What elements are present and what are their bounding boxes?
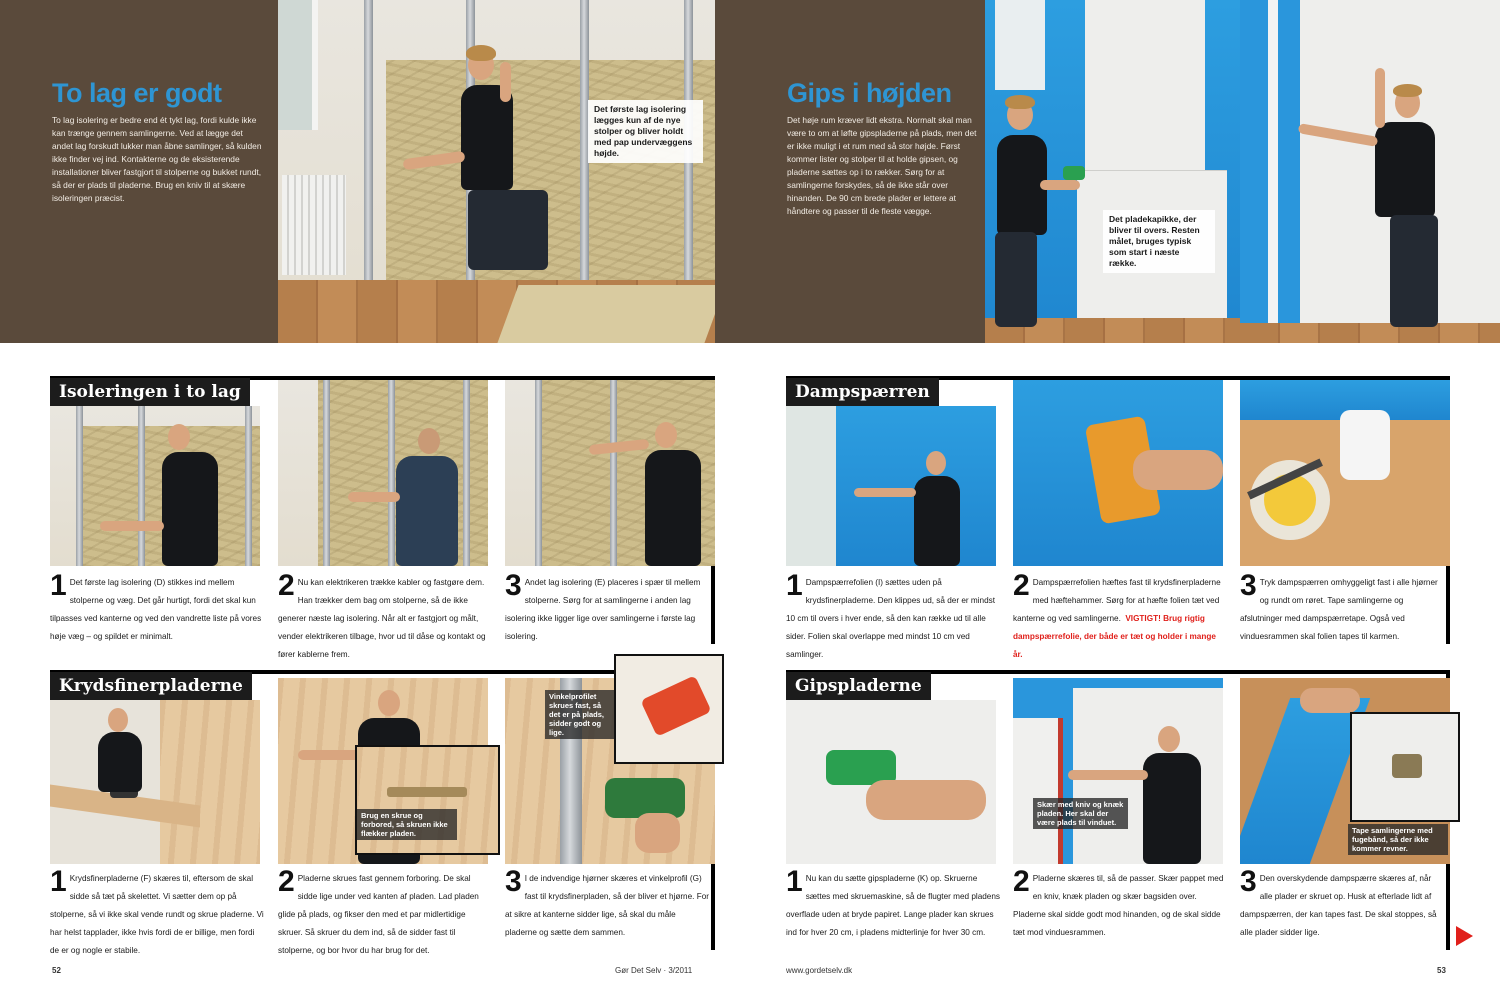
gips-inset-3-label: Tape samlingerne med fugebånd, så der ikke kommer revner. [1348, 824, 1448, 855]
window-frame [1013, 718, 1063, 864]
isolering-step-1 [50, 569, 264, 644]
step-text: Den overskydende dampspærre skæres af, når alle plader er skruet op. Husk at efterlade lidt af dampspærren, der kan tapes fast. De skal stoppes, så alle plader sidder lige. [1240, 874, 1437, 937]
drill-bit-icon [387, 787, 467, 797]
gips-step-1 [786, 865, 1001, 940]
worker-head [418, 428, 440, 454]
gips-inset-2-label: Skær med kniv og knæk pladen. Her skal der være plads til vinduet. [1033, 798, 1128, 829]
worker-arm [854, 488, 916, 497]
step-number: 1 [50, 569, 67, 602]
top-left-body: To lag isolering er bedre end ét tykt lag, fordi kulde ikke kan trænge gennem samlingerne. Ved at lægge det andet lag forskudt lukker man åbne samlinger, så kulden ikke finder vej ind. Kontakterne og de eksisterende installationer bliver fastgjort til stolperne og bukket rundt, så der er plads til pladerne. Brug en kniv til at skære isoleringen præcist. [52, 115, 262, 203]
damp-photo-1 [786, 406, 996, 566]
board-edge [1268, 0, 1278, 330]
krydsfiner-step-2 [278, 865, 492, 958]
damp-photo-3 [1240, 380, 1450, 566]
damp-step-2 [1013, 569, 1227, 662]
damp-step-1 [786, 569, 1000, 662]
pipe-icon [1340, 410, 1390, 480]
worker-hair [1393, 84, 1422, 97]
spatula-icon [1392, 754, 1422, 778]
worker-head [168, 424, 190, 450]
worker-shirt [98, 732, 142, 792]
radiator [282, 175, 346, 275]
isolering-photo-2 [278, 380, 488, 566]
step-number: 3 [505, 865, 522, 898]
gips-photo-2 [1013, 678, 1223, 864]
step-number: 3 [1240, 569, 1257, 602]
right-page-number: 53 [1437, 966, 1446, 975]
worker-shirt [1143, 753, 1201, 864]
worker-hair [466, 45, 496, 61]
worker-head [378, 690, 400, 716]
worker-arm [1068, 770, 1148, 780]
worker-arm [1040, 180, 1080, 190]
worker-shirt [914, 476, 960, 566]
left-page-number: 52 [52, 966, 61, 975]
worker-arm [1375, 68, 1385, 128]
step-text: I de indvendige hjørner skæres et vinkelprofil (G) fast til krydsfinerpladen, så der bliver et hjørne. For at sikre at kanterne sidder lige, så skal du måle pladerne og sætte dem sammen. [505, 874, 709, 937]
worker-shirt [162, 452, 218, 566]
isolering-photo-1 [50, 406, 260, 566]
top-right-panel [715, 0, 985, 343]
profile-tool-icon [640, 675, 711, 737]
window [278, 0, 318, 130]
worker-head [1158, 726, 1180, 752]
worker-pants [995, 232, 1037, 327]
worker-shirt [396, 456, 458, 566]
gips-inset-3 [1350, 712, 1460, 822]
insulation-roll [497, 285, 715, 343]
worker-arm [500, 62, 511, 102]
top-left-panel [0, 0, 278, 343]
worker-hair [1005, 95, 1035, 109]
wood-floor [1240, 323, 1500, 343]
krydsfiner-inset-3 [614, 654, 724, 764]
steel-stud [364, 0, 373, 290]
damp-step-3 [1240, 569, 1440, 644]
worker-hand [1133, 450, 1223, 490]
worker-head [108, 708, 128, 732]
steel-stud [535, 380, 542, 566]
krydsfiner-inset-2-label: Brug en skrue og forbored, så skruen ikke flækker pladen. [357, 809, 457, 840]
section-isolering-title: Isoleringen i to lag [50, 378, 250, 406]
krydsfiner-step-3 [505, 865, 709, 940]
section-gips-title: Gipspladerne [786, 672, 931, 700]
isolering-step-3 [505, 569, 705, 644]
gips-photo-1 [786, 700, 996, 864]
photo-gips-raise [1240, 0, 1500, 343]
worker-shirt [645, 450, 701, 566]
top-left-title: To lag er godt [52, 78, 222, 108]
photo-gips-drill [985, 0, 1240, 343]
right-url[interactable]: www.gordetselv.dk [786, 966, 853, 975]
worker-hand [866, 780, 986, 820]
steel-stud [388, 380, 395, 566]
drill-icon [1063, 166, 1085, 180]
krydsfiner-inset-3-label: Vinkelprofilet skrues fast, så det er på plads, sidder godt og lige. [545, 690, 617, 739]
steel-stud [610, 380, 617, 566]
top-right-photo-caption: Det pladekapikke, der bliver til overs. Resten målet, bruges typisk som start i næste række. [1103, 210, 1215, 273]
isolering-photo-3 [505, 380, 715, 566]
step-text: Andet lag isolering (E) placeres i spær til mellem stolperne. Sørg for at samlingerne i anden lag isolering ikke ligger lige over samlingerne i første lag isolering. [505, 578, 701, 641]
photo-insulation-worker [278, 0, 715, 343]
window-frame [995, 0, 1045, 90]
step-text: Nu kan du sætte gipspladerne (K) op. Skruerne sættes med skruemaskine, så de flugter med pladens overflade uden at bryde papiret. Lange plader kan skrues ind for hver 20 cm, i pladens midterlinje for hver 30 cm. [786, 874, 1001, 937]
gips-step-2 [1013, 865, 1227, 940]
worker-shirt [1375, 122, 1435, 217]
steel-stud [323, 380, 330, 566]
insulation-wall [386, 60, 715, 295]
gips-board [1085, 0, 1205, 170]
steel-stud [138, 406, 145, 566]
step-number: 2 [1013, 569, 1030, 602]
step-number: 1 [786, 865, 803, 898]
top-left-photo-caption: Det første lag isolering lægges kun af de nye stolper og bliver holdt med pap undervæggens højde. [588, 100, 703, 163]
step-number: 2 [278, 865, 295, 898]
step-number: 2 [278, 569, 295, 602]
step-number: 3 [1240, 865, 1257, 898]
worker-arm [298, 750, 362, 760]
step-number: 2 [1013, 865, 1030, 898]
step-text: Pladerne skrues fast gennem forboring. De skal sidde lige under ved kanten af pladen. Lad pladen glide på plads, og fikser den med et par midlertidige skruer. Så skruer du dem ind, så de sidder fast til stolperne, og bor hvor du har brug for det. [278, 874, 479, 955]
step-text: Det første lag isolering (D) stikkes ind mellem stolperne og væg. Det går hurtigt, fordi det skal kun tilpasses ved kanterne og ved den vandrette liste på vores høje væg – og spildet er minimalt. [50, 578, 262, 641]
step-text: Dampspærrefolien (I) sættes uden på krydsfinerpladerne. Den klippes ud, så der er mindst 10 cm til overs i hver ende, så den kan række ud til alle sider. Folien skal overlappe med mindst 10 cm ved samlinger. [786, 578, 996, 659]
isolering-step-2 [278, 569, 492, 662]
step-text: Krydsfinerpladerne (F) skæres til, eftersom de skal sidde så tæt på skelettet. Vi sætter dem op på stolperne, så vi ikke skal vende rundt og skrue pladerne. Vi har helst tapplader, ikke hvis fordi de er billige, men fordi de er og nogle er stabile. [50, 874, 264, 955]
steel-stud [76, 406, 83, 566]
left-magazine-label: Gør Det Selv · 3/2011 [615, 966, 693, 975]
step-number: 3 [505, 569, 522, 602]
worker-head [926, 451, 946, 475]
steel-stud [463, 380, 470, 566]
step-text: Nu kan elektrikeren trække kabler og fastgøre dem. Han trækker dem bag om stolperne, så de ikke generer næste lag isolering. Når alt er fastgjort og målt, vender elektrikeren tilbage, hvor ud til dåse og kontakt og fører kablerne frem. [278, 578, 486, 659]
damp-photo-2 [1013, 380, 1223, 566]
step-text: Tryk dampspærren omhyggeligt fast i alle hjørner og rundt om røret. Tape samlingerne og afslutninger med dampspærretape. Også ved vinduesrammen skal folien tapes til karmen. [1240, 578, 1438, 641]
warning-text: VIGTIGT! Brug rigtig dampspærrefolie, der både er tæt og holder i mange år. [1013, 614, 1216, 659]
worker-head [655, 422, 677, 448]
drill-icon [605, 778, 685, 818]
krydsfiner-photo-1 [50, 700, 260, 864]
worker-hand [635, 813, 680, 853]
krydsfiner-inset-2 [355, 745, 500, 855]
worker-hand [1300, 688, 1360, 713]
steel-stud [245, 406, 252, 566]
step-number: 1 [50, 865, 67, 898]
worker-pants [468, 190, 548, 270]
gips-step-3 [1240, 865, 1440, 940]
top-right-body: Det høje rum kræver lidt ekstra. Normalt skal man være to om at løfte gipspladerne på plads, men det er ikke muligt i et rum med så stor højde. Først kommer lister og stolper til at holde gipsen, og pladerne sættes op i to rækker. Sørg for at samlingerne forskydes, så de ikke står over hinanden. De 90 cm brede plader er lettere at håndtere og passer til de fleste vægge. [787, 115, 977, 216]
step-text: Dampspærrefolien hæftes fast til krydsfinerpladerne med hæftehammer. Sørg for at hæfte folien tæt ved kanterne og ved samlingerne. [1013, 578, 1221, 623]
krydsfiner-step-1 [50, 865, 264, 958]
step-text: Pladerne skæres til, så de passer. Skær pappet med en kniv, knæk pladen og skær bagsiden over. Pladerne skal sidde godt mod hinanden, og de skal sidde tæt mod vinduesrammen. [1013, 874, 1224, 937]
section-damp-title: Dampspærren [786, 378, 939, 406]
next-page-arrow-icon[interactable] [1456, 926, 1473, 946]
worker-pants [1390, 215, 1438, 327]
step-number: 1 [786, 569, 803, 602]
worker-arm [348, 492, 400, 502]
plywood-wall [160, 700, 260, 864]
top-right-title: Gips i højden [787, 78, 952, 108]
window [786, 406, 836, 566]
section-krydsfiner-title: Krydsfinerpladerne [50, 672, 252, 700]
worker-arm [100, 521, 164, 531]
